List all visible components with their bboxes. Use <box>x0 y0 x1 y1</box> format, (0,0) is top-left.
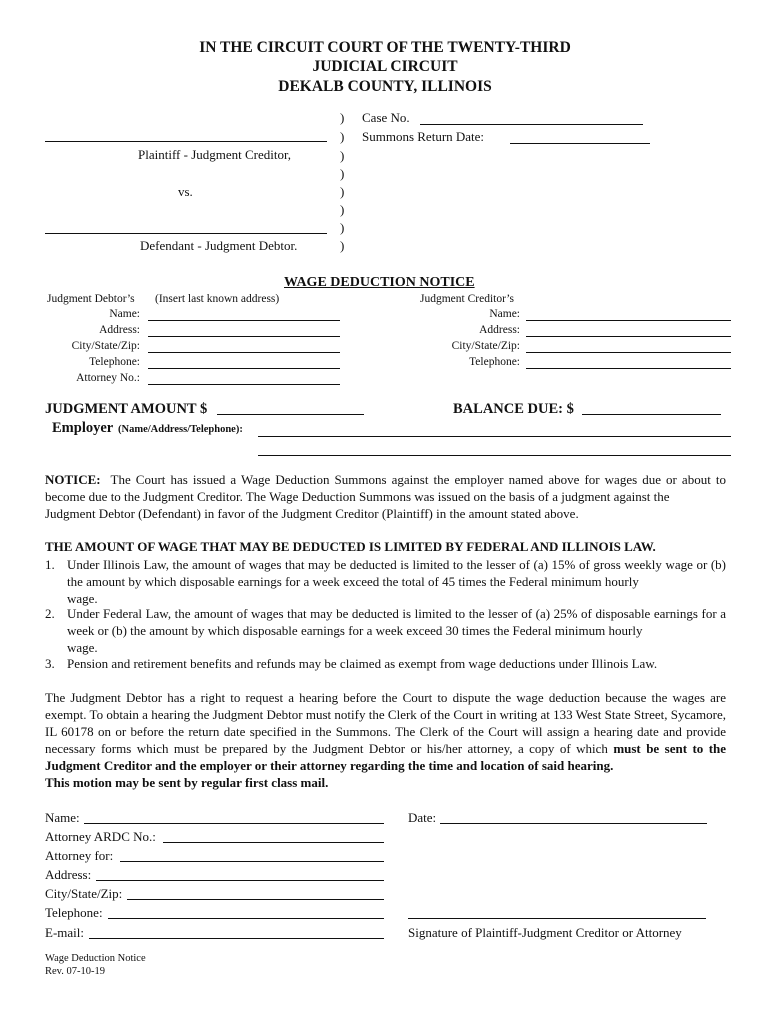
sig-email-field[interactable] <box>89 938 384 939</box>
hearing-line: date and provide necessary forms which must be prepared by the Judgment Debtor or his/her attorney, a copy of which <box>45 724 726 756</box>
sig-name-field[interactable] <box>84 823 384 824</box>
hearing-line-bold: must <box>613 741 641 756</box>
list-line: Pension and retirement benefits and refunds may be claimed as exempt from wage deductions under Illinois Law. <box>67 656 658 671</box>
hearing-paragraph <box>45 689 726 791</box>
notice-title: WAGE DEDUCTION NOTICE <box>284 275 475 290</box>
caption-paren: ) <box>340 184 345 199</box>
list-item <box>45 605 726 656</box>
sig-ardc-field[interactable] <box>163 842 384 843</box>
debtor-city-state-zip-label: City/State/Zip: <box>71 340 140 352</box>
debtor-city-state-zip-field[interactable] <box>148 352 340 353</box>
list-line: or (b) the amount by which disposable earnings for a week exceed the total of 45 times the Federal minimum hourly <box>67 557 726 589</box>
court-title-line-1: IN THE CIRCUIT COURT OF THE TWENTY-THIRD <box>199 39 571 56</box>
sig-address-field[interactable] <box>96 880 384 881</box>
debtor-address-field[interactable] <box>148 336 340 337</box>
employer-label: Employer <box>52 420 114 436</box>
list-number: 1. <box>45 557 55 572</box>
debtor-telephone-field[interactable] <box>148 368 340 369</box>
list-item <box>45 655 726 672</box>
creditor-telephone-field[interactable] <box>526 368 731 369</box>
creditor-city-state-zip-field[interactable] <box>526 352 731 353</box>
hearing-line-bold: This motion may be sent by regular first class mail. <box>45 775 329 790</box>
debtor-telephone-label: Telephone: <box>89 356 140 368</box>
list-line: for a week or (b) the amount by which disposable earnings for a week exceed 30 times the Federal minimum hourly <box>67 606 726 638</box>
summons-return-date-field[interactable] <box>510 143 650 144</box>
creditor-city-state-zip-label: City/State/Zip: <box>451 340 520 352</box>
hearing-line-bold: be sent to the Judgment Creditor and the employer or their attorney regarding the time and location of said hearing. <box>45 741 727 773</box>
notice-line: The Court has issued a Wage Deduction Summons against the employer named above for wages due or about to <box>110 472 726 487</box>
sig-city-state-zip-label: City/State/Zip: <box>45 886 123 901</box>
sig-telephone-field[interactable] <box>108 918 384 919</box>
hearing-line: exempt. To obtain a hearing the Judgment Debtor must notify the Clerk of the Court in writing at 133 West State Street, <box>45 707 668 722</box>
versus-label: vs. <box>178 184 193 199</box>
debtor-address-note: (Insert last known address) <box>155 293 280 305</box>
employer-field-line-2[interactable] <box>258 455 731 456</box>
employer-sub-label: (Name/Address/Telephone): <box>118 424 243 435</box>
sig-telephone-label: Telephone: <box>45 905 103 920</box>
sig-date-field[interactable] <box>440 823 707 824</box>
list-line: wage. <box>67 591 98 606</box>
summons-return-date-label: Summons Return Date: <box>362 129 485 144</box>
creditor-address-label: Address: <box>479 324 520 336</box>
court-title-line-2: JUDICIAL CIRCUIT <box>312 58 458 75</box>
footer-revision: Rev. 07-10-19 <box>45 966 105 977</box>
notice-line: Judgment Debtor (Defendant) in favor of the Judgment Creditor (Plaintiff) in the amount stated above. <box>45 506 579 521</box>
creditor-heading: Judgment Creditor’s <box>420 293 515 305</box>
creditor-name-label: Name: <box>489 308 520 320</box>
case-no-label: Case No. <box>362 110 410 125</box>
sig-name-label: Name: <box>45 810 80 825</box>
defendant-name-field[interactable] <box>45 233 327 234</box>
balance-due-label: BALANCE DUE: $ <box>453 401 574 417</box>
balance-due-field[interactable] <box>582 414 721 415</box>
notice-line: become due to the Judgment Creditor. The Wage Deduction Summons was issued on the basis of a judgment against the <box>45 489 670 504</box>
sig-attorney-for-field[interactable] <box>120 861 384 862</box>
limit-heading: THE AMOUNT OF WAGE THAT MAY BE DEDUCTED IS LIMITED BY FEDERAL AND ILLINOIS LAW. <box>45 539 656 554</box>
plaintiff-label: Plaintiff - Judgment Creditor, <box>138 147 292 162</box>
defendant-label: Defendant - Judgment Debtor. <box>140 238 298 253</box>
caption-paren: ) <box>340 202 345 217</box>
sig-ardc-label: Attorney ARDC No.: <box>45 829 156 844</box>
caption-paren: ) <box>340 166 345 181</box>
debtor-attorney-no-label: Attorney No.: <box>76 372 140 384</box>
debtor-heading: Judgment Debtor’s <box>47 293 135 305</box>
judgment-amount-field[interactable] <box>217 414 364 415</box>
caption-paren: ) <box>340 220 345 235</box>
sig-attorney-for-label: Attorney for: <box>45 848 114 863</box>
debtor-name-field[interactable] <box>148 320 340 321</box>
sig-city-state-zip-field[interactable] <box>127 899 384 900</box>
list-line: Under Federal Law, the amount of wages that may be deducted is limited to the lesser of (a) 25% of disposable earnings <box>67 606 698 621</box>
hearing-line: Sycamore, IL 60178 on or before the return date specified in the Summons. The Clerk of the Court will assign a hearing <box>45 707 727 739</box>
list-item <box>45 556 726 607</box>
sig-date-label: Date: <box>408 810 437 825</box>
debtor-name-label: Name: <box>109 308 140 320</box>
debtor-attorney-no-field[interactable] <box>148 384 340 385</box>
sig-address-label: Address: <box>45 867 92 882</box>
signature-field[interactable] <box>408 918 706 919</box>
list-line: Under Illinois Law, the amount of wages that may be deducted is limited to the lesser of (a) 15% of gross weekly wage <box>67 557 693 572</box>
list-number: 3. <box>45 656 55 671</box>
debtor-address-label: Address: <box>99 324 140 336</box>
creditor-address-field[interactable] <box>526 336 731 337</box>
caption-paren: ) <box>340 148 345 163</box>
notice-lead: NOTICE: <box>45 472 101 487</box>
footer-form-name: Wage Deduction Notice <box>45 953 146 964</box>
sig-email-label: E-mail: <box>45 925 84 940</box>
caption-paren: ) <box>340 129 345 144</box>
case-no-field[interactable] <box>420 124 643 125</box>
creditor-telephone-label: Telephone: <box>469 356 520 368</box>
judgment-amount-label: JUDGMENT AMOUNT $ <box>45 401 208 417</box>
hearing-line: The Judgment Debtor has a right to request a hearing before the Court to dispute the wage deduction because the wages are <box>45 690 726 705</box>
creditor-name-field[interactable] <box>526 320 731 321</box>
notice-paragraph <box>45 471 726 522</box>
list-line: wage. <box>67 640 98 655</box>
caption-paren: ) <box>340 238 345 253</box>
court-title-line-3: DEKALB COUNTY, ILLINOIS <box>278 78 492 95</box>
caption-paren: ) <box>340 110 345 125</box>
signature-label: Signature of Plaintiff-Judgment Creditor or Attorney <box>408 925 682 940</box>
plaintiff-name-field[interactable] <box>45 141 327 142</box>
employer-field-line-1[interactable] <box>258 436 731 437</box>
list-number: 2. <box>45 606 55 621</box>
